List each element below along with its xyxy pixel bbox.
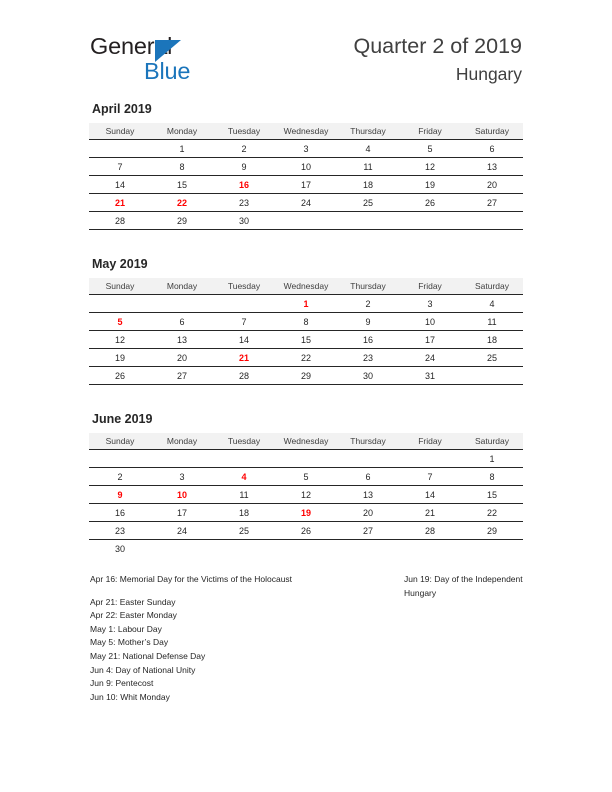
calendar-week-row	[89, 540, 523, 558]
calendar-day[interactable]: 19	[399, 176, 461, 194]
calendar-day[interactable]: 28	[213, 367, 275, 385]
country-subtitle: Hungary	[455, 64, 522, 84]
calendar-day-empty	[151, 540, 213, 558]
month-title: April 2019	[92, 102, 152, 116]
calendar-day[interactable]: 15	[461, 486, 523, 504]
calendar-body	[89, 295, 523, 385]
holiday-list-item: Jun 10: Whit Monday	[90, 691, 170, 702]
weekday-header-friday: Friday	[399, 278, 461, 295]
calendar-table-may	[89, 278, 523, 385]
holiday-list-item: Apr 21: Easter Sunday	[90, 596, 176, 607]
month-title: May 2019	[92, 257, 148, 271]
calendar-day[interactable]: 30	[213, 212, 275, 230]
weekday-header-sunday: Sunday	[89, 123, 151, 140]
calendar-day[interactable]: 9	[213, 158, 275, 176]
calendar-day[interactable]: 28	[89, 212, 151, 230]
calendar-day-empty	[213, 295, 275, 313]
calendar-day[interactable]: 20	[151, 349, 213, 367]
weekday-header-row	[89, 433, 523, 450]
calendar-day[interactable]: 14	[89, 176, 151, 194]
calendar-table-june	[89, 433, 523, 557]
holiday-list-item: May 1: Labour Day	[90, 623, 162, 634]
calendar-day[interactable]: 21	[399, 504, 461, 522]
weekday-header-monday: Monday	[151, 433, 213, 450]
calendar-day[interactable]: 13	[461, 158, 523, 176]
page-title: Quarter 2 of 2019	[353, 34, 522, 58]
calendar-day[interactable]: 7	[213, 313, 275, 331]
calendar-day-empty	[399, 540, 461, 558]
calendar-day[interactable]: 24	[399, 349, 461, 367]
calendar-day[interactable]: 18	[337, 176, 399, 194]
calendar-day[interactable]: 23	[213, 194, 275, 212]
calendar-day[interactable]: 25	[337, 194, 399, 212]
holiday-list-item: Jun 4: Day of National Unity	[90, 664, 196, 675]
calendar-week-row	[89, 486, 523, 504]
calendar-day-holiday[interactable]: 21	[213, 349, 275, 367]
calendar-day[interactable]: 3	[275, 140, 337, 158]
calendar-table-april	[89, 123, 523, 230]
weekday-header-saturday: Saturday	[461, 278, 523, 295]
weekday-header-monday: Monday	[151, 123, 213, 140]
calendar-day[interactable]: 13	[337, 486, 399, 504]
calendar-day-empty	[275, 540, 337, 558]
weekday-header-sunday: Sunday	[89, 433, 151, 450]
month-block-may	[89, 256, 523, 385]
weekday-header-thursday: Thursday	[337, 278, 399, 295]
calendar-day[interactable]: 12	[275, 486, 337, 504]
calendar-day[interactable]: 30	[337, 367, 399, 385]
calendar-week-row	[89, 468, 523, 486]
calendar-day-holiday[interactable]: 19	[275, 504, 337, 522]
calendar-day-empty	[399, 450, 461, 468]
calendar-day-holiday[interactable]: 21	[89, 194, 151, 212]
calendar-week-row	[89, 194, 523, 212]
weekday-header-wednesday: Wednesday	[275, 278, 337, 295]
holiday-list-item: May 5: Mother’s Day	[90, 637, 169, 648]
calendar-day-holiday[interactable]: 9	[89, 486, 151, 504]
calendar-day-empty	[213, 450, 275, 468]
calendar-day[interactable]: 11	[461, 313, 523, 331]
calendar-day[interactable]: 14	[213, 331, 275, 349]
calendar-day[interactable]: 6	[337, 468, 399, 486]
calendar-body	[89, 450, 523, 558]
calendar-week-row	[89, 295, 523, 313]
calendar-week-row	[89, 504, 523, 522]
weekday-header-thursday: Thursday	[337, 433, 399, 450]
holidays-right-column	[404, 573, 544, 600]
calendar-day[interactable]: 26	[275, 522, 337, 540]
calendar-day[interactable]: 14	[399, 486, 461, 504]
weekday-header-saturday: Saturday	[461, 433, 523, 450]
calendar-day-holiday[interactable]: 4	[213, 468, 275, 486]
calendar-day[interactable]: 22	[461, 504, 523, 522]
calendar-day[interactable]: 27	[461, 194, 523, 212]
calendar-day[interactable]: 1	[461, 450, 523, 468]
holiday-list-item: May 21: National Defense Day	[90, 650, 206, 661]
weekday-header-saturday: Saturday	[461, 123, 523, 140]
calendar-day[interactable]: 20	[461, 176, 523, 194]
weekday-header-wednesday: Wednesday	[275, 123, 337, 140]
logo-word-blue: Blue	[144, 58, 191, 84]
calendar-day-empty	[337, 540, 399, 558]
general-blue-logo	[90, 32, 290, 88]
calendar-day[interactable]: 17	[151, 504, 213, 522]
calendar-day-holiday[interactable]: 16	[213, 176, 275, 194]
calendar-day[interactable]: 11	[213, 486, 275, 504]
calendar-day[interactable]: 10	[399, 313, 461, 331]
calendar-day[interactable]: 12	[399, 158, 461, 176]
calendar-day[interactable]: 8	[275, 313, 337, 331]
calendar-day-empty	[275, 450, 337, 468]
calendar-day[interactable]: 23	[89, 522, 151, 540]
title-block	[353, 33, 522, 86]
calendar-week-row	[89, 140, 523, 158]
weekday-header-tuesday: Tuesday	[213, 278, 275, 295]
calendar-day[interactable]: 16	[337, 331, 399, 349]
weekday-header-row	[89, 278, 523, 295]
calendar-day[interactable]: 3	[399, 295, 461, 313]
calendar-day[interactable]: 8	[461, 468, 523, 486]
calendar-day[interactable]: 26	[399, 194, 461, 212]
weekday-header-monday: Monday	[151, 278, 213, 295]
calendar-day-holiday[interactable]: 10	[151, 486, 213, 504]
calendar-day[interactable]: 23	[337, 349, 399, 367]
calendar-day-empty	[461, 212, 523, 230]
calendar-day-empty	[337, 212, 399, 230]
calendar-day-empty	[337, 450, 399, 468]
calendar-day[interactable]: 9	[337, 313, 399, 331]
holiday-list-item: Apr 22: Easter Monday	[90, 610, 177, 621]
calendar-day[interactable]: 7	[399, 468, 461, 486]
calendar-day[interactable]: 24	[151, 522, 213, 540]
calendar-week-row	[89, 450, 523, 468]
page-header	[0, 0, 612, 96]
calendar-day[interactable]: 29	[461, 522, 523, 540]
calendar-day[interactable]: 31	[399, 367, 461, 385]
calendar-day[interactable]: 8	[151, 158, 213, 176]
weekday-header-tuesday: Tuesday	[213, 433, 275, 450]
calendar-day[interactable]: 22	[275, 349, 337, 367]
logo-word-general: General	[90, 33, 173, 59]
calendar-day-empty	[89, 295, 151, 313]
holiday-list-item: Apr 16: Memorial Day for the Victims of the Holocaust	[90, 574, 293, 584]
calendar-day[interactable]: 28	[399, 522, 461, 540]
calendar-day-holiday[interactable]: 22	[151, 194, 213, 212]
calendar-day-holiday[interactable]: 5	[89, 313, 151, 331]
calendar-day[interactable]: 18	[213, 504, 275, 522]
calendar-day[interactable]: 29	[151, 212, 213, 230]
calendar-day[interactable]: 7	[89, 158, 151, 176]
calendar-week-row	[89, 522, 523, 540]
calendar-day[interactable]: 12	[89, 331, 151, 349]
calendar-day[interactable]: 1	[151, 140, 213, 158]
calendar-day[interactable]: 24	[275, 194, 337, 212]
calendar-day[interactable]: 29	[275, 367, 337, 385]
weekday-header-friday: Friday	[399, 433, 461, 450]
calendar-day[interactable]: 18	[461, 331, 523, 349]
weekday-header-tuesday: Tuesday	[213, 123, 275, 140]
calendar-week-row	[89, 313, 523, 331]
calendar-day[interactable]: 10	[275, 158, 337, 176]
calendar-day-empty	[399, 212, 461, 230]
calendar-day[interactable]: 2	[213, 140, 275, 158]
holidays-left-column	[90, 573, 390, 704]
calendar-week-row	[89, 176, 523, 194]
holidays-section	[0, 573, 612, 723]
calendar-day-empty	[461, 367, 523, 385]
calendar-day[interactable]: 5	[275, 468, 337, 486]
calendar-day[interactable]: 4	[461, 295, 523, 313]
calendar-day[interactable]: 4	[337, 140, 399, 158]
calendar-day[interactable]: 17	[399, 331, 461, 349]
month-block-june	[89, 411, 523, 557]
weekday-header-row	[89, 123, 523, 140]
calendar-week-row	[89, 349, 523, 367]
calendar-day[interactable]: 11	[337, 158, 399, 176]
calendar-day[interactable]: 26	[89, 367, 151, 385]
weekday-header-friday: Friday	[399, 123, 461, 140]
calendar-day[interactable]: 13	[151, 331, 213, 349]
calendar-week-row	[89, 331, 523, 349]
calendar-day[interactable]: 3	[151, 468, 213, 486]
calendar-day-empty	[275, 212, 337, 230]
calendar-day[interactable]: 2	[89, 468, 151, 486]
calendar-day[interactable]: 5	[399, 140, 461, 158]
calendar-day-holiday[interactable]: 1	[275, 295, 337, 313]
calendar-day[interactable]: 30	[89, 540, 151, 558]
calendar-day-empty	[213, 540, 275, 558]
calendar-day-empty	[89, 140, 151, 158]
calendar-day[interactable]: 27	[151, 367, 213, 385]
month-title: June 2019	[92, 412, 153, 426]
calendar-day[interactable]: 25	[461, 349, 523, 367]
calendar-day[interactable]: 19	[89, 349, 151, 367]
calendar-day[interactable]: 15	[151, 176, 213, 194]
weekday-header-thursday: Thursday	[337, 123, 399, 140]
calendar-day[interactable]: 17	[275, 176, 337, 194]
calendar-day[interactable]: 16	[89, 504, 151, 522]
calendar-week-row	[89, 158, 523, 176]
holiday-list-item: Jun 9: Pentecost	[90, 678, 154, 689]
month-block-april	[89, 101, 523, 230]
calendar-day[interactable]: 15	[275, 331, 337, 349]
calendar-day-empty	[151, 450, 213, 468]
weekday-header-wednesday: Wednesday	[275, 433, 337, 450]
calendar-week-row	[89, 367, 523, 385]
holiday-list-item: Jun 19: Day of the Independent Hungary	[404, 574, 523, 598]
calendar-day[interactable]: 20	[337, 504, 399, 522]
calendar-day-empty	[461, 540, 523, 558]
calendar-day[interactable]: 2	[337, 295, 399, 313]
calendar-day[interactable]: 6	[151, 313, 213, 331]
calendar-day[interactable]: 25	[213, 522, 275, 540]
calendar-day-empty	[89, 450, 151, 468]
calendar-day[interactable]: 6	[461, 140, 523, 158]
calendar-day[interactable]: 27	[337, 522, 399, 540]
calendar-week-row	[89, 212, 523, 230]
calendar-day-empty	[151, 295, 213, 313]
calendar-body	[89, 140, 523, 230]
weekday-header-sunday: Sunday	[89, 278, 151, 295]
